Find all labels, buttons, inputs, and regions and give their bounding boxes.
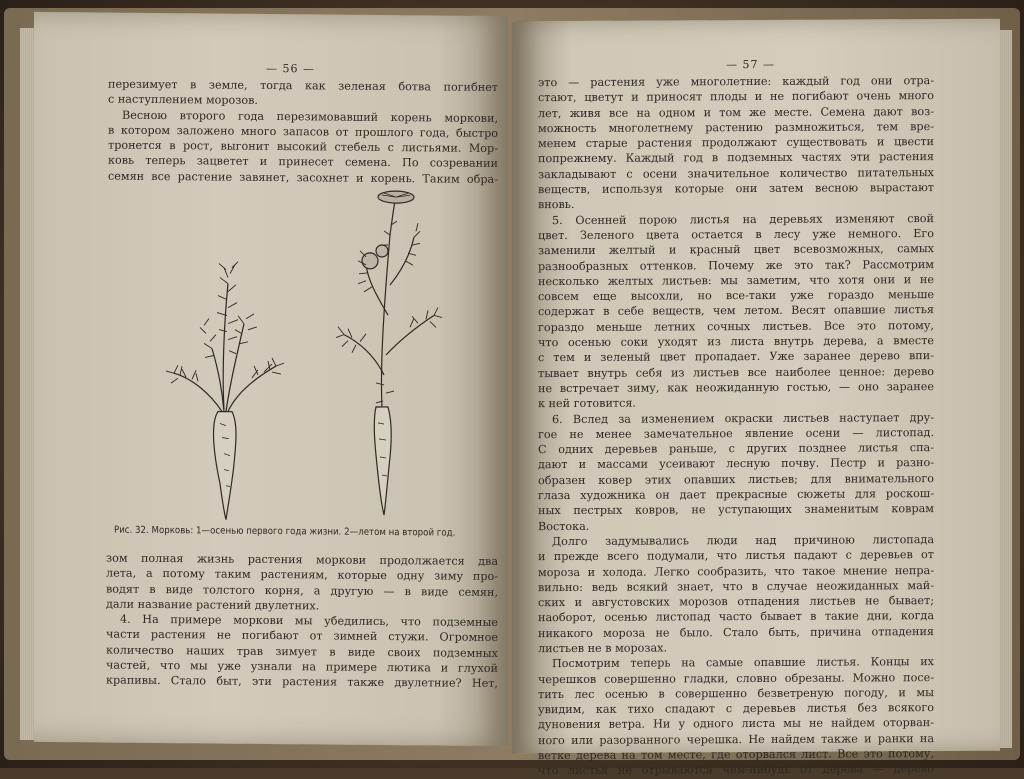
left-bottom-text (106, 551, 498, 692)
text-line: разнообразных оттенков. Почему же это так? Рассмотрим (538, 257, 934, 273)
text-line: ковь теперь зацветет и принесет семена. По созревании (108, 154, 498, 171)
text-line: и прежде всего подумали, что листья падают с деревьев от (538, 548, 934, 564)
text-line: лета, а потому таким растениям, которые одну зиму про- (106, 566, 498, 584)
text-line: ветке дерева на том месте, где оторвался лист. Все это потому, (538, 747, 934, 763)
left-top-text (108, 77, 498, 187)
text-line: 5. Осенней порою листья на деревьях изменяют свой (552, 211, 934, 227)
text-line: не встречает зиму, как неожиданную гостью, — оно заранее (538, 380, 934, 396)
text-line: количество наших трав зимует в виде своих подземных (106, 643, 498, 660)
text-line: никакого мороза не было. Стало быть, причина отпадения (538, 624, 934, 640)
text-line: части растения не погибают от зимней стужи. Огромное (106, 628, 498, 645)
text-line: ного или разорванного черешка. Не найдем также и ранки на (538, 731, 934, 747)
text-line: водят в виде толстого корня, а другую — в виде семян, (106, 582, 498, 599)
text-line: черешков совершенно гладки, словно обрезаны. Можно посе- (538, 670, 934, 686)
text-line: наоборот, осенью листопад часто бывает в такие дни, когда (538, 609, 934, 625)
text-line: лет, живя все на одном и том же месте. Семена дают воз- (538, 104, 934, 120)
text-line: крапивы. Стало быт, эти растения также двулетние? Нет, (106, 673, 498, 691)
text-line: тронется в рост, выгонит высокий стебель с листьями. Мор- (108, 138, 498, 156)
text-line: вильно: ведь всякий знает, что в случае неожиданных май- (538, 578, 934, 594)
carrot-second-year (336, 191, 442, 516)
text-line: мороза и холода. Легко сообразить, что такое мнение непра- (538, 563, 934, 579)
text-line: увидим, как тихо спадают с деревьев листья без всякого (538, 701, 934, 717)
text-line: попрежнему. Каждый год в подземных частях эти растения (538, 150, 934, 166)
text-line: перезимует в земле, тогда как зеленая ботва погибнет (108, 77, 498, 94)
figure-caption: Рис. 32. Морковь: 1—осенью первого года жизни. 2—летом на второй год. (114, 524, 456, 539)
text-line: что осенью соки уходят из листа внутрь дерева, а вместе (538, 334, 934, 350)
text-line: вновь. (538, 198, 575, 212)
text-line: тывает внутрь себя из листьев все наиболее ценное: дерево (538, 364, 934, 380)
text-line: в котором заложено много запасов от прошлого года, быстро (108, 123, 498, 140)
text-line: 4. На примере моркови мы убедились, что подземные (120, 612, 498, 630)
text-line: С одних деревьев раньше, с других позднее листья спа- (538, 441, 934, 457)
text-line: цвет. Зеленого цвета остается в лесу уже немного. Его (538, 227, 934, 243)
text-line: что листья не отрываются чем-нибудь от дерева — дерево (538, 762, 934, 778)
right-page-number: — 57 — (726, 57, 775, 72)
text-line: заменили желтый и красный цвет всевозможных, самых (538, 242, 934, 258)
text-line: веществ, используя которые они затем весною вырастают (538, 181, 934, 197)
text-line: гое не менее замечательное явление осени — листопад. (538, 425, 934, 441)
text-line: образен ковер этих опавших листьев; для внимательного (538, 471, 934, 487)
text-line: с тем и зеленый цвет пропадает. Уже заранее дерево впи- (538, 349, 934, 365)
text-line: с наступлением морозов. (108, 92, 258, 108)
text-line: гораздо меньше летних сочных листьев. Все это потому, (538, 318, 934, 334)
text-line: Востока. (538, 519, 590, 533)
text-line: зом полная жизнь растения моркови продолжается два (106, 551, 498, 568)
text-line: ных пестрых ковров, не уступающих знаменитым коврам (538, 502, 934, 518)
text-line: стают, цветут и приносят плоды и не погибают очень много (538, 89, 934, 105)
text-line: глаза художника он дает прекрасные сюжеты для роскош- (538, 487, 934, 503)
text-line: содержат в себе веществ, чем летом. Весят опавшие листья (538, 303, 934, 319)
text-line: тить лес осенью в совершенно безветреную погоду, и мы (538, 685, 934, 702)
text-line: Посмотрим теперь на самые опавшие листья. Концы их (552, 655, 934, 671)
text-line: дуновения ветра. Ни у одного листа мы не найдем оторван- (538, 716, 934, 732)
text-line: к ней готовится. (538, 396, 636, 411)
carrot-first-year (166, 261, 284, 520)
right-page-edges (998, 30, 1012, 748)
text-line: частей, что мы уже узнали на примере лютика и глухой (106, 658, 498, 676)
text-line: ских и августовских морозов отпадения листьев не бывает; (538, 594, 934, 610)
text-line: 6. Вслед за изменением окраски листьев наступает дру- (552, 410, 934, 426)
text-line: закладывают с осени значительное количество питательных (538, 165, 934, 181)
left-page-number: — 56 — (266, 61, 315, 76)
text-line: листьев не в морозах. (538, 641, 668, 656)
right-text (538, 73, 934, 779)
text-line: Долго задумывались люди над причиною листопада (552, 532, 934, 548)
right-page (512, 19, 1000, 778)
text-line: дают и массами усеивают лесную почву. Пестр и разно- (538, 456, 934, 472)
text-line: это — растения уже многолетние: каждый год они отра- (538, 74, 934, 90)
text-line: можность многолетнему растению размножиться, тем вре- (538, 119, 934, 136)
carrot-illustration (144, 173, 444, 526)
text-line: дали название растений двулетних. (106, 597, 320, 613)
text-line: семян все растение завянет, засохнет и корень. Таким обра- (108, 169, 498, 186)
text-line: совсем еще высохли, но все-таки уже гораздо меньше (538, 288, 934, 304)
left-page (34, 12, 508, 746)
text-line: несколько желтых листьев: мы заметим, что хотя они и не (538, 272, 934, 289)
text-line: Весною второго года перезимовавший корень моркови, (122, 108, 498, 125)
text-line: менем старые растения продолжают существовать и цвести (538, 135, 934, 151)
